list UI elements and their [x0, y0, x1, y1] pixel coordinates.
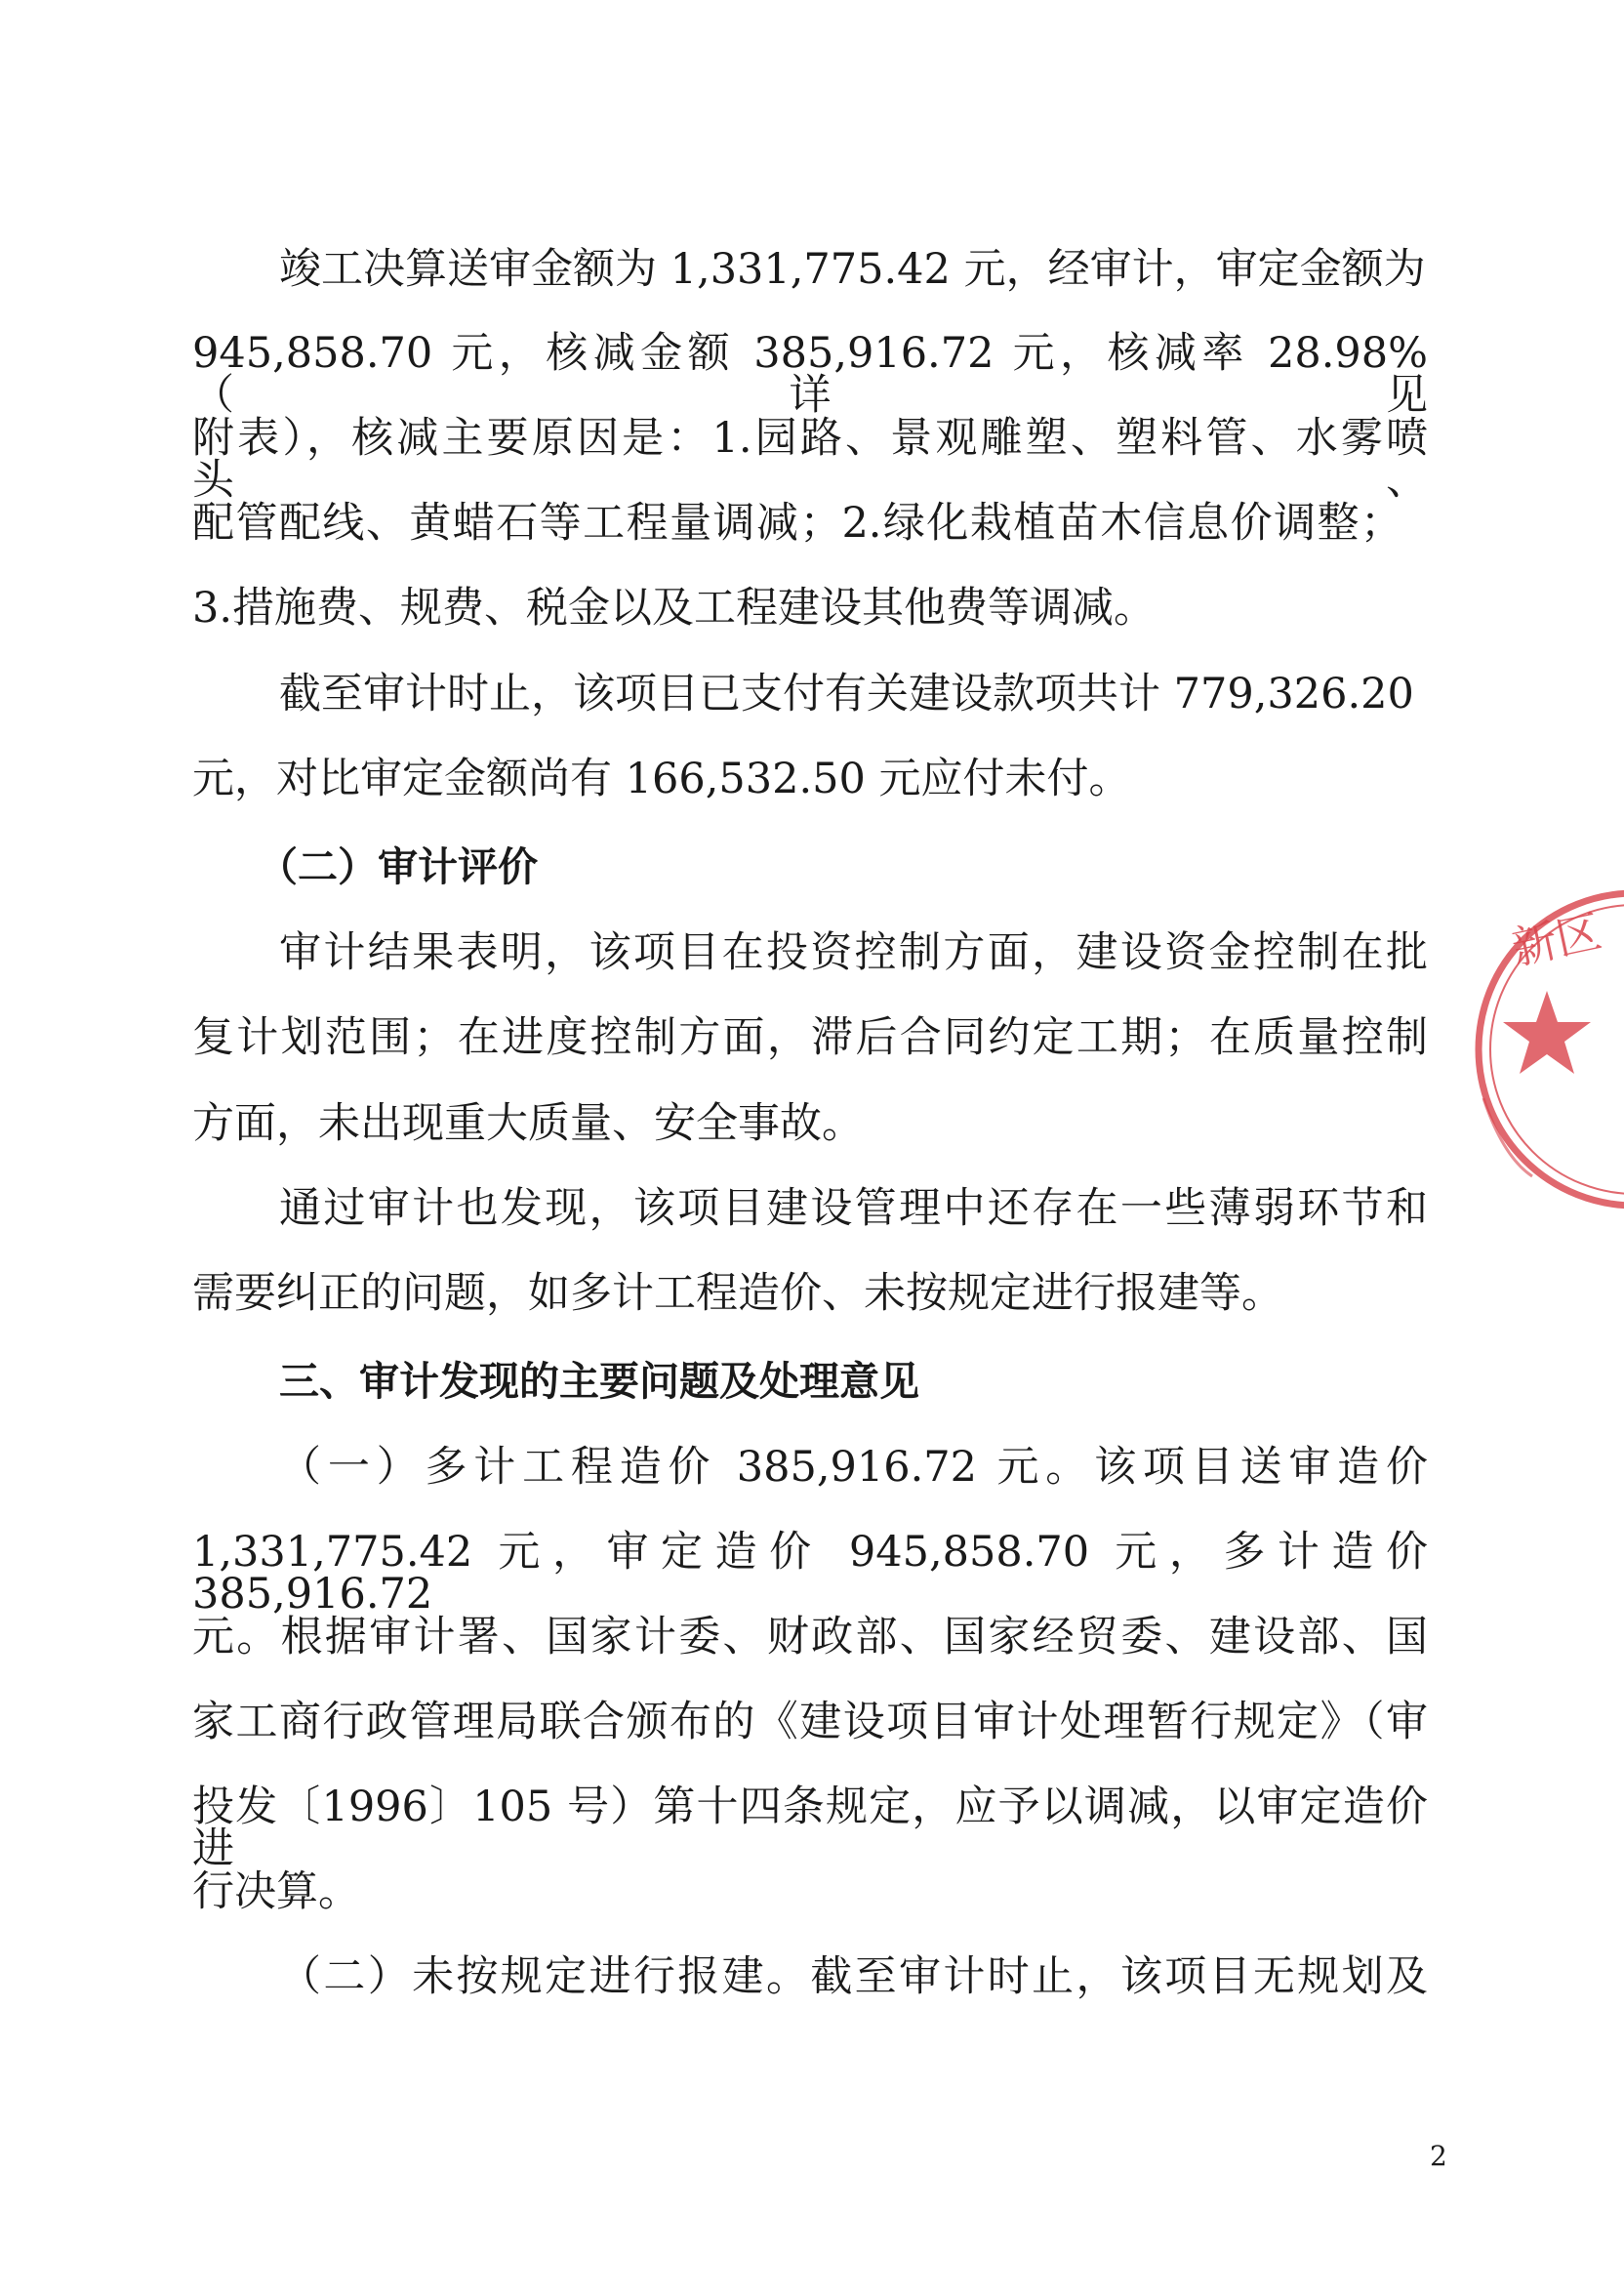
official-seal — [1464, 883, 1624, 1215]
paragraph-3-line-1: 审计结果表明，该项目在投资控制方面，建设资金控制在批 — [279, 928, 1428, 977]
paragraph-5-line-6: 行决算。 — [192, 1867, 360, 1916]
paragraph-5-line-5: 投发〔1996〕105 号）第十四条规定，应予以调减，以审定造价进 — [192, 1783, 1428, 1873]
paragraph-1-line-1: 竣工决算送审金额为 1,331,775.42 元，经审计，审定金额为 — [279, 245, 1426, 294]
paragraph-5-line-2: 1,331,775.42 元，审定造价 945,858.70 元，多计造价 385,916.72 — [192, 1528, 1428, 1619]
paragraph-2-line-2: 元，对比审定金额尚有 166,532.50 元应付未付。 — [192, 755, 1131, 803]
paragraph-1-line-5: 3.措施费、规费、税金以及工程建设其他费等调减。 — [192, 584, 1157, 633]
paragraph-6-line-1: （二）未按规定进行报建。截至审计时止，该项目无规划及 — [279, 1952, 1428, 2001]
paragraph-4-line-1: 通过审计也发现，该项目建设管理中还存在一些薄弱环节和 — [279, 1184, 1428, 1233]
paragraph-3-line-2: 复计划范围；在进度控制方面，滞后合同约定工期；在质量控制 — [192, 1013, 1428, 1062]
seal-text: 新区 — [1507, 904, 1606, 975]
paragraph-4-line-2: 需要纠正的问题，如多计工程造价、未按规定进行报建等。 — [192, 1269, 1283, 1318]
seal-star-icon — [1503, 991, 1591, 1074]
paragraph-1-line-4: 配管配线、黄蜡石等工程量调减；2.绿化栽植苗木信息价调整； — [192, 499, 1402, 548]
paragraph-2-line-1: 截至审计时止，该项目已支付有关建设款项共计 779,326.20 — [279, 670, 1414, 718]
paragraph-1-line-2: 945,858.70 元，核减金额 385,916.72 元，核减率 28.98%（详见 — [192, 329, 1428, 420]
seal-graphic — [1464, 883, 1624, 1215]
paragraph-3-line-3: 方面，未出现重大质量、安全事故。 — [192, 1099, 864, 1148]
paragraph-5-line-3: 元。根据审计署、国家计委、财政部、国家经贸委、建设部、国 — [192, 1613, 1428, 1661]
paragraph-5-line-4: 家工商行政管理局联合颁布的《建设项目审计处理暂行规定》（审 — [192, 1698, 1428, 1746]
paragraph-1-line-3: 附表），核减主要原因是：1.园路、景观雕塑、塑料管、水雾喷头、 — [192, 414, 1428, 505]
paragraph-5-line-1: （一）多计工程造价 385,916.72 元。该项目送审造价 — [279, 1443, 1428, 1492]
heading-audit-evaluation: （二）审计评价 — [258, 843, 538, 890]
heading-section-3: 三、审计发现的主要问题及处理意见 — [279, 1358, 919, 1405]
page-number: 2 — [1430, 2140, 1447, 2172]
